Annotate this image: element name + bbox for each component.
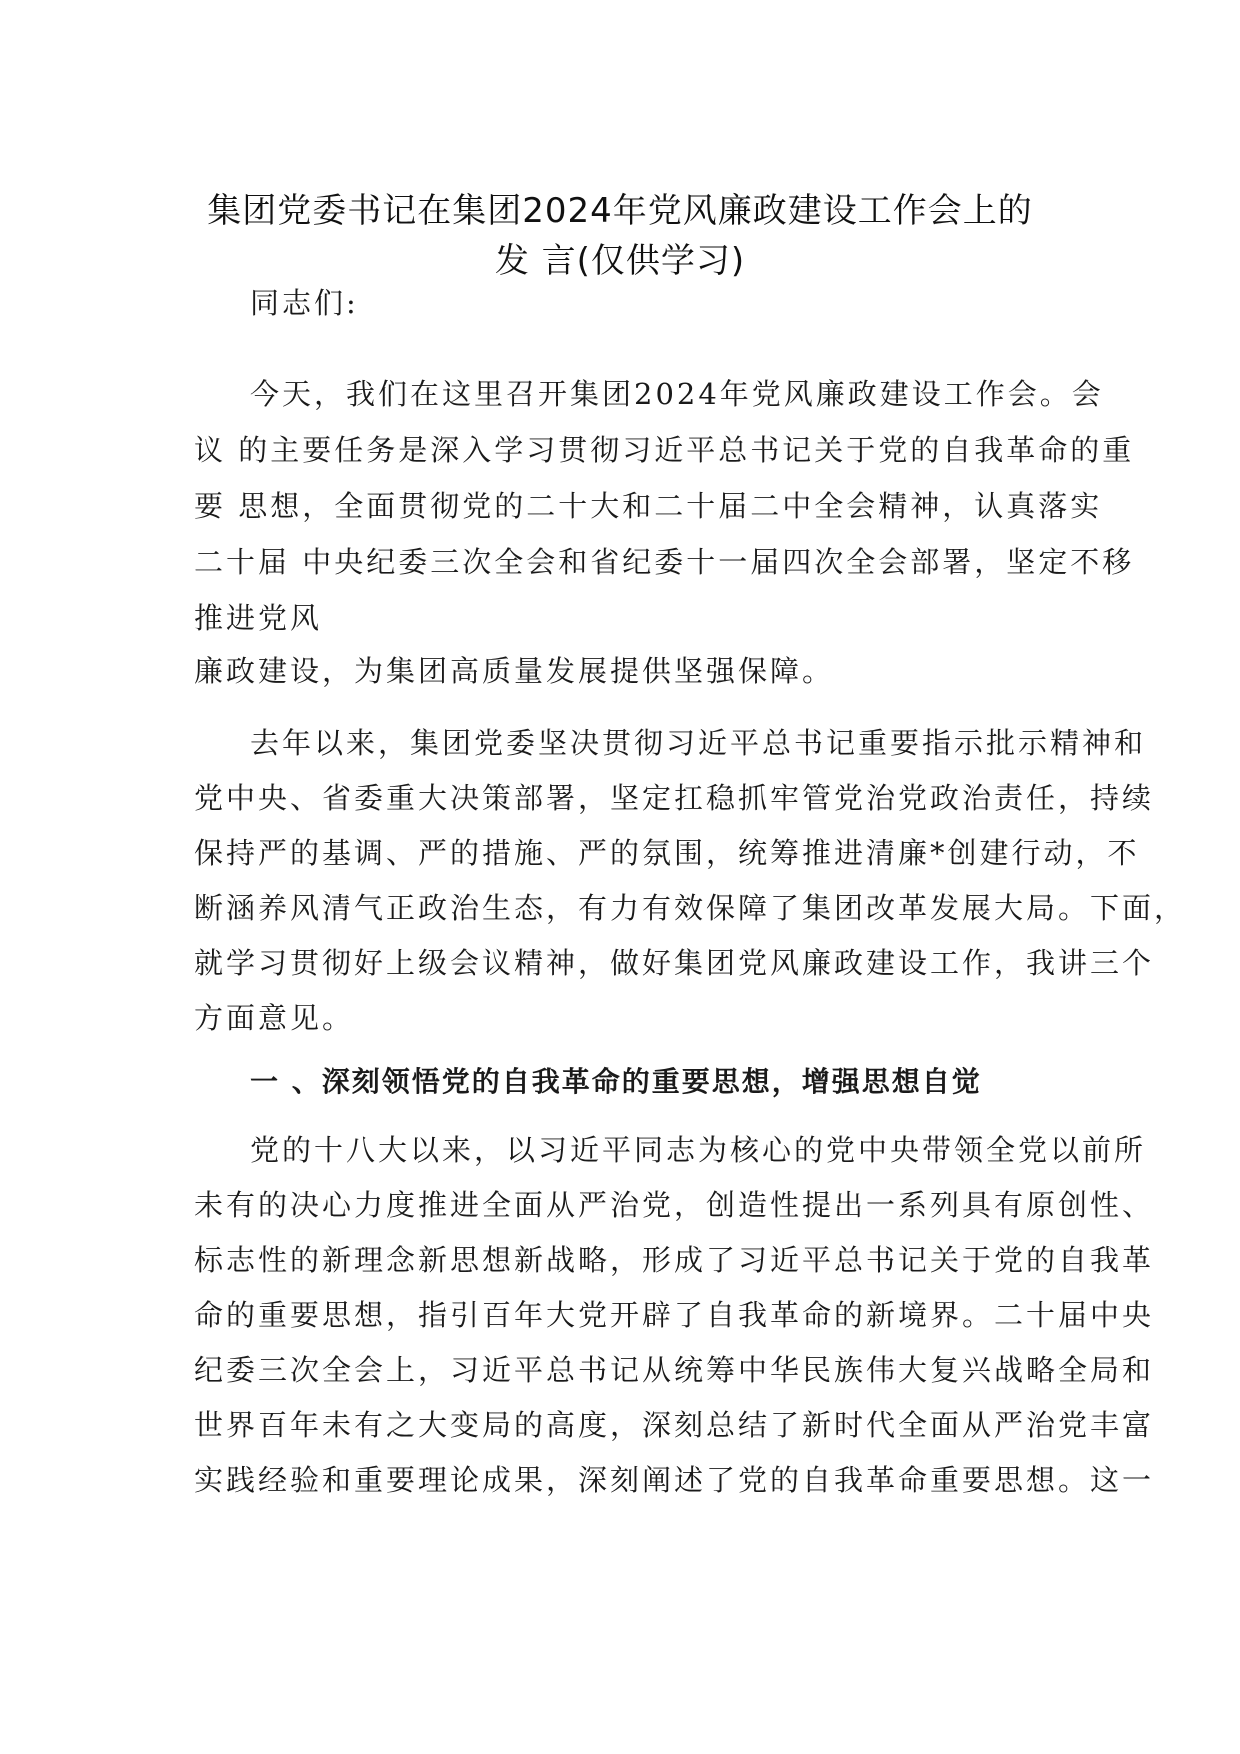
paragraph-3-line-1: 党的十八大以来，以习近平同志为核心的党中央带领全党以前所 <box>250 1133 1147 1167</box>
paragraph-1-line-2: 议 的主要任务是深入学习贯彻习近平总书记关于党的自我革命的重 <box>194 433 1135 467</box>
paragraph-3-line-5: 纪委三次全会上，习近平总书记从统筹中华民族伟大复兴战略全局和 <box>194 1353 1155 1387</box>
document-title-line-1: 集团党委书记在集团2024年党风廉政建设工作会上的 <box>207 191 1033 231</box>
paragraph-2-line-5: 就学习贯彻好上级会议精神，做好集团党风廉政建设工作，我讲三个 <box>194 946 1155 980</box>
paragraph-1-line-1: 今天，我们在这里召开集团2024年党风廉政建设工作会。会 <box>250 377 1104 411</box>
paragraph-2-line-6: 方面意见。 <box>194 1001 355 1035</box>
paragraph-3-line-3: 标志性的新理念新思想新战略，形成了习近平总书记关于党的自我革 <box>194 1243 1155 1277</box>
salutation: 同志们: <box>250 286 359 320</box>
paragraph-1-line-5: 推进党风 <box>194 601 323 635</box>
paragraph-3-line-7: 实践经验和重要理论成果，深刻阐述了党的自我革命重要思想。这一 <box>194 1463 1155 1497</box>
paragraph-2-line-2: 党中央、省委重大决策部署，坚定扛稳抓牢管党治党政治责任，持续 <box>194 781 1155 815</box>
paragraph-2-line-4: 断涵养风清气正政治生态，有力有效保障了集团改革发展大局。下面， <box>194 891 1187 925</box>
paragraph-2-line-1: 去年以来，集团党委坚决贯彻习近平总书记重要指示批示精神和 <box>250 726 1147 760</box>
paragraph-1-line-4: 二十届 中央纪委三次全会和省纪委十一届四次全会部署，坚定不移 <box>194 545 1135 579</box>
paragraph-3-line-2: 未有的决心力度推进全面从严治党，创造性提出一系列具有原创性、 <box>194 1188 1155 1222</box>
paragraph-3-line-4: 命的重要思想，指引百年大党开辟了自我革命的新境界。二十届中央 <box>194 1298 1155 1332</box>
paragraph-1-line-3: 要 思想，全面贯彻党的二十大和二十届二中全会精神，认真落实 <box>194 489 1103 523</box>
paragraph-2-line-3: 保持严的基调、严的措施、严的氛围，统筹推进清廉*创建行动，不 <box>194 836 1140 870</box>
paragraph-1-line-6: 廉政建设，为集团高质量发展提供坚强保障。 <box>194 654 835 688</box>
paragraph-3-line-6: 世界百年未有之大变局的高度，深刻总结了新时代全面从严治党丰富 <box>194 1408 1155 1442</box>
document-title-line-2: 发 言(仅供学习) <box>494 241 746 281</box>
section-heading-1: 一 、深刻领悟党的自我革命的重要思想，增强思想自觉 <box>250 1065 982 1098</box>
